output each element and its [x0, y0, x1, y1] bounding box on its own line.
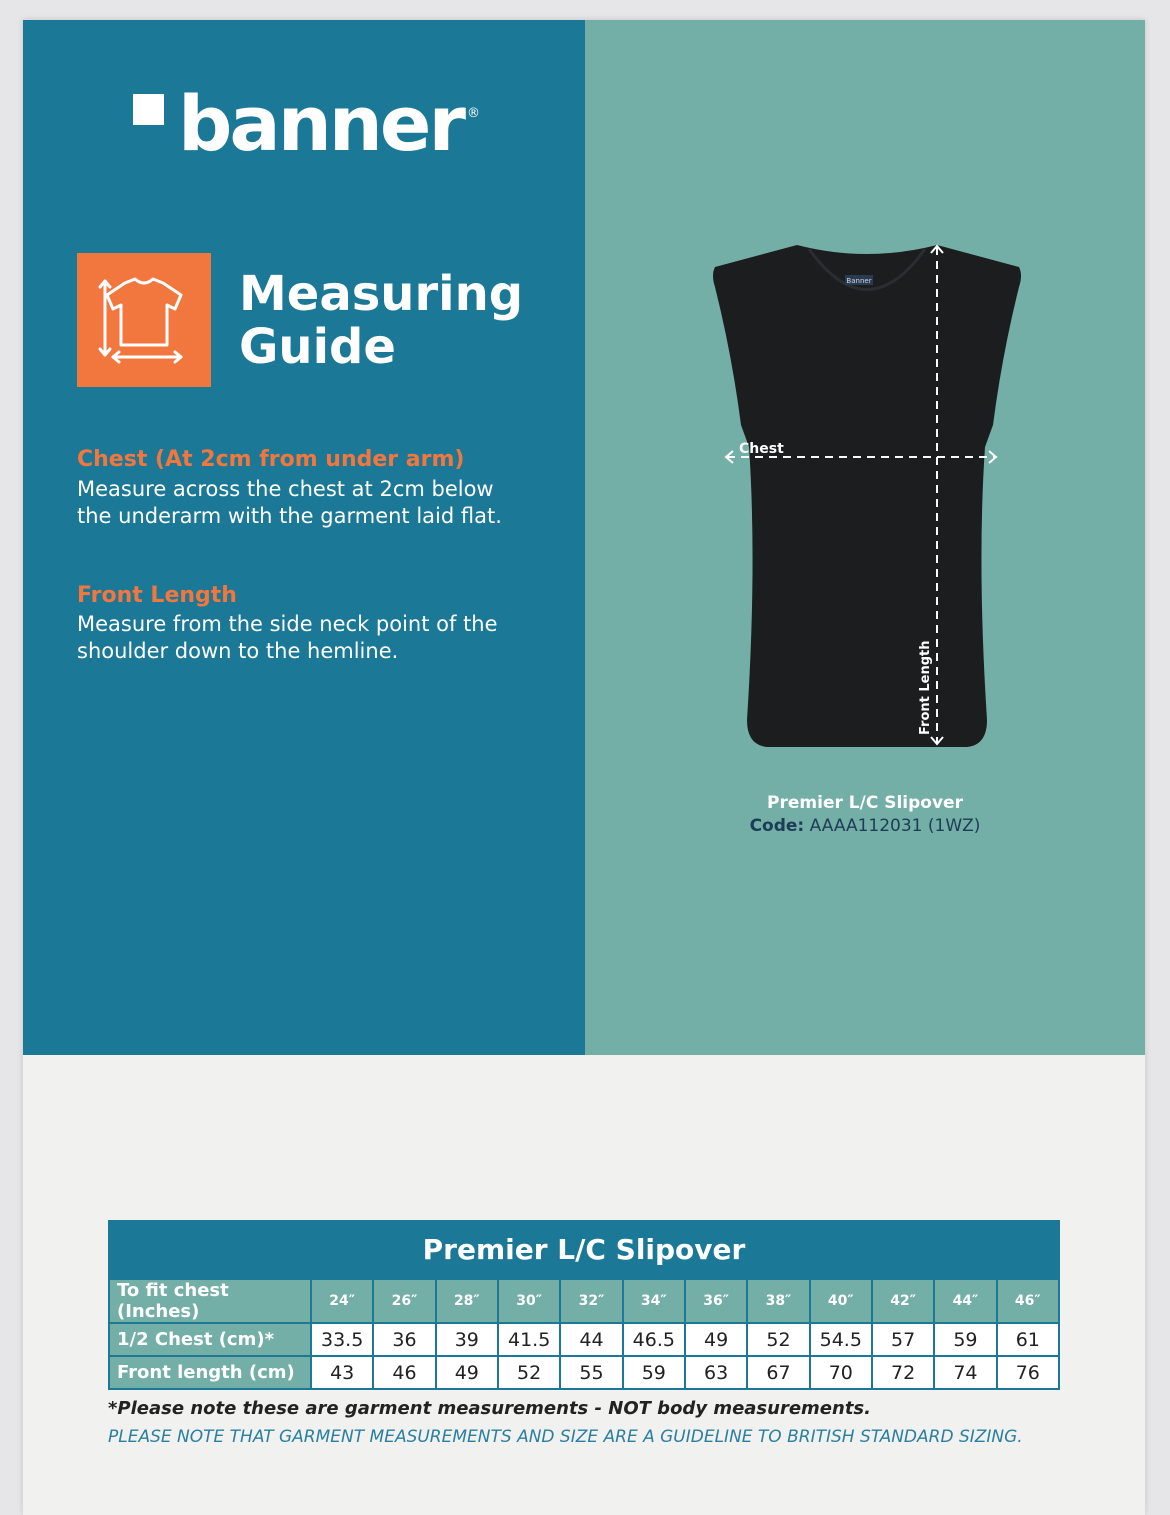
size-header-cell: 30″: [498, 1279, 560, 1323]
size-chart-table: [108, 1278, 1060, 1390]
row-label: 1/2 Chest (cm)*: [109, 1323, 311, 1356]
table-row: [109, 1279, 1059, 1323]
garment-measurement-note: *Please note these are garment measurements - NOT body measurements.: [108, 1398, 871, 1419]
size-header-cell: 40″: [810, 1279, 872, 1323]
product-name: Premier L/C Slipover: [767, 793, 963, 813]
table-cell: 54.5: [810, 1323, 872, 1356]
info-panel: [23, 20, 585, 1055]
table-cell: 74: [934, 1356, 996, 1389]
table-cell: 59: [623, 1356, 685, 1389]
table-cell: 46.5: [623, 1323, 685, 1356]
front-length-description: Measure from the side neck point of the shoulder down to the hemline.: [77, 612, 498, 663]
tshirt-measure-icon: [77, 253, 211, 387]
size-chart: [108, 1220, 1060, 1390]
chest-description: Measure across the chest at 2cm below the underarm with the garment laid flat.: [77, 477, 502, 528]
front-length-label: Front Length: [918, 640, 933, 735]
product-caption: [585, 792, 1145, 838]
table-cell: 57: [872, 1323, 934, 1356]
tshirt-measure-icon-graphic: [77, 253, 211, 387]
guide-title-line1: Measuring: [239, 266, 524, 322]
size-header-cell: 42″: [872, 1279, 934, 1323]
table-row: [109, 1356, 1059, 1389]
garment-tag-label: Banner: [846, 277, 872, 285]
brand-logo: [133, 79, 480, 168]
guide-title: [239, 268, 523, 374]
table-cell: 63: [685, 1356, 747, 1389]
table-cell: 55: [560, 1356, 622, 1389]
row-label: To fit chest (Inches): [109, 1279, 311, 1323]
slipover-garment: [713, 245, 1021, 747]
table-cell: 70: [810, 1356, 872, 1389]
table-cell: 41.5: [498, 1323, 560, 1356]
chest-label: Chest: [739, 441, 784, 457]
garment-panel: [585, 20, 1145, 1055]
table-cell: 59: [934, 1323, 996, 1356]
table-row: [109, 1323, 1059, 1356]
table-cell: 67: [747, 1356, 809, 1389]
table-cell: 39: [436, 1323, 498, 1356]
size-header-cell: 38″: [747, 1279, 809, 1323]
product-code: AAAA112031 (1WZ): [809, 816, 981, 836]
table-cell: 49: [685, 1323, 747, 1356]
guide-title-line2: Guide: [239, 319, 396, 375]
table-cell: 33.5: [311, 1323, 373, 1356]
table-cell: 36: [373, 1323, 435, 1356]
table-cell: 46: [373, 1356, 435, 1389]
sizing-guideline-note: PLEASE NOTE THAT GARMENT MEASUREMENTS AND SIZE ARE A GUIDELINE TO BRITISH STANDARD SIZING.: [108, 1427, 1023, 1447]
brand-name: banner: [178, 79, 463, 168]
size-header-cell: 24″: [311, 1279, 373, 1323]
size-header-cell: 26″: [373, 1279, 435, 1323]
size-chart-title: Premier L/C Slipover: [108, 1220, 1060, 1278]
table-cell: 52: [498, 1356, 560, 1389]
size-header-cell: 46″: [997, 1279, 1059, 1323]
size-header-cell: 32″: [560, 1279, 622, 1323]
product-code-label: Code:: [749, 816, 805, 836]
product-code-line: [585, 815, 1145, 838]
measuring-guide-page: [23, 20, 1145, 1515]
garment-diagram: [697, 235, 1037, 755]
table-cell: 72: [872, 1356, 934, 1389]
logo-square-mark: [133, 94, 164, 125]
table-cell: 61: [997, 1323, 1059, 1356]
table-cell: 76: [997, 1356, 1059, 1389]
table-cell: 49: [436, 1356, 498, 1389]
size-header-cell: 34″: [623, 1279, 685, 1323]
table-cell: 43: [311, 1356, 373, 1389]
front-length-heading: Front Length: [77, 583, 237, 608]
size-header-cell: 36″: [685, 1279, 747, 1323]
registered-mark: ®: [466, 106, 480, 121]
table-cell: 52: [747, 1323, 809, 1356]
chest-heading: Chest (At 2cm from under arm): [77, 447, 465, 472]
size-header-cell: 28″: [436, 1279, 498, 1323]
table-cell: 44: [560, 1323, 622, 1356]
row-label: Front length (cm): [109, 1356, 311, 1389]
size-header-cell: 44″: [934, 1279, 996, 1323]
chest-arrow-right-icon: [989, 451, 996, 463]
